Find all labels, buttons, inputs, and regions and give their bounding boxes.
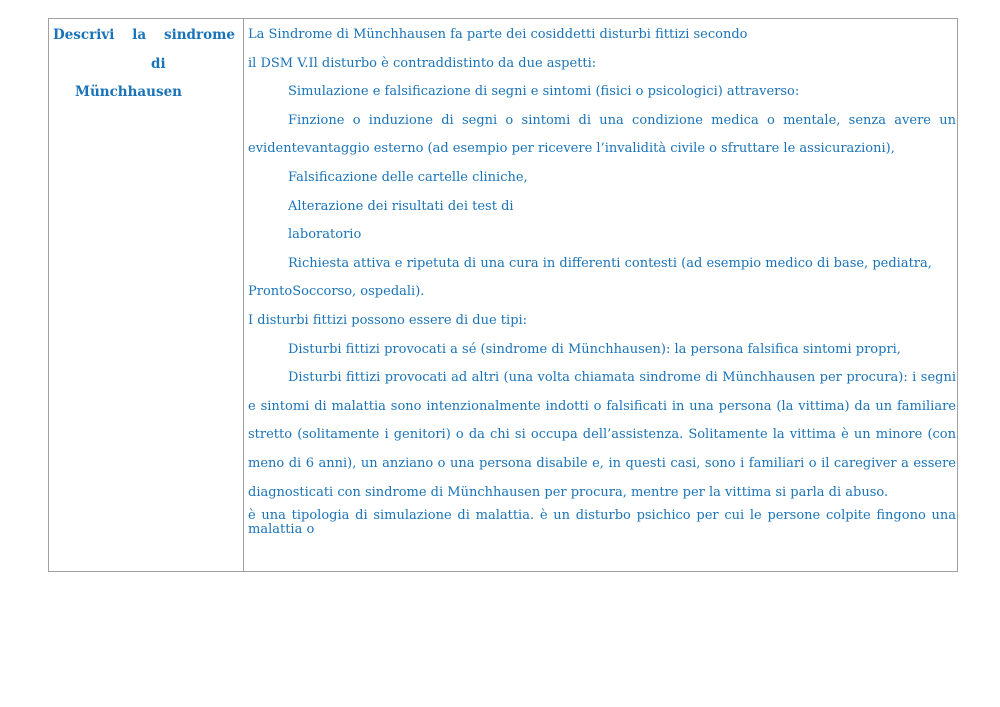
answer-text [244, 19, 957, 537]
question-cell [49, 19, 244, 572]
table-row [49, 19, 958, 572]
question-word: la [132, 27, 147, 43]
question-word: di [151, 55, 166, 72]
answer-paragraph: Alterazione dei risultati dei test di [288, 198, 514, 214]
question-word: Descrivi [53, 27, 115, 43]
question-text [49, 19, 243, 107]
answer-paragraph: il DSM V.Il disturbo è contraddistinto da due aspetti: [248, 55, 597, 71]
answer-paragraph: è una tipologia di simulazione di malattia. è un disturbo psichico per cui le persone colpite fingono una malattia o [248, 508, 956, 538]
answer-paragraph: Simulazione e falsificazione di segni e sintomi (fisici o psicologici) attraverso: [288, 84, 800, 100]
answer-paragraph: Richiesta attiva e ripetuta di una cura in differenti contesti (ad esempio medico di base, pediatra, ProntoSoccorso, ospedali). [248, 255, 932, 300]
answer-paragraph: La Sindrome di Münchhausen fa parte dei cosiddetti disturbi fittizi secondo [248, 27, 748, 42]
question-word: Münchhausen [75, 84, 182, 101]
qa-table [48, 18, 958, 572]
answer-paragraph: Disturbi fittizi provocati ad altri (una volta chiamata sindrome di Münchhausen per procura): i segni e sintomi di malattia sono intenzionalmente indotti o falsificati in una persona (la vittima) da un familiare stretto (solitamente i genitori) o da chi si occupa dell’assistenza. Solitamente la vittima è un minore (con meno di 6 anni), un anziano o una persona disabile e, in questi casi, sono i familiari o il caregiver a essere diagnosticati con sindrome di Münchhausen per procura, mentre per la vittima si parla di abuso. [248, 370, 956, 500]
answer-paragraph: I disturbi fittizi possono essere di due tipi: [248, 312, 528, 328]
question-word: sindrome [164, 27, 235, 43]
answer-paragraph: Falsificazione delle cartelle cliniche, [288, 169, 528, 185]
answer-paragraph: Finzione o induzione di segni o sintomi di una condizione medica o mentale, senza avere un evidentevantaggio esterno (ad esempio per ricevere l’invalidità civile o sfruttare le assicurazioni), [248, 112, 956, 157]
answer-paragraph: laboratorio [288, 227, 362, 243]
answer-paragraph: Disturbi fittizi provocati a sé (sindrome di Münchhausen): la persona falsifica sintomi propri, [288, 341, 901, 357]
answer-cell [244, 19, 958, 572]
